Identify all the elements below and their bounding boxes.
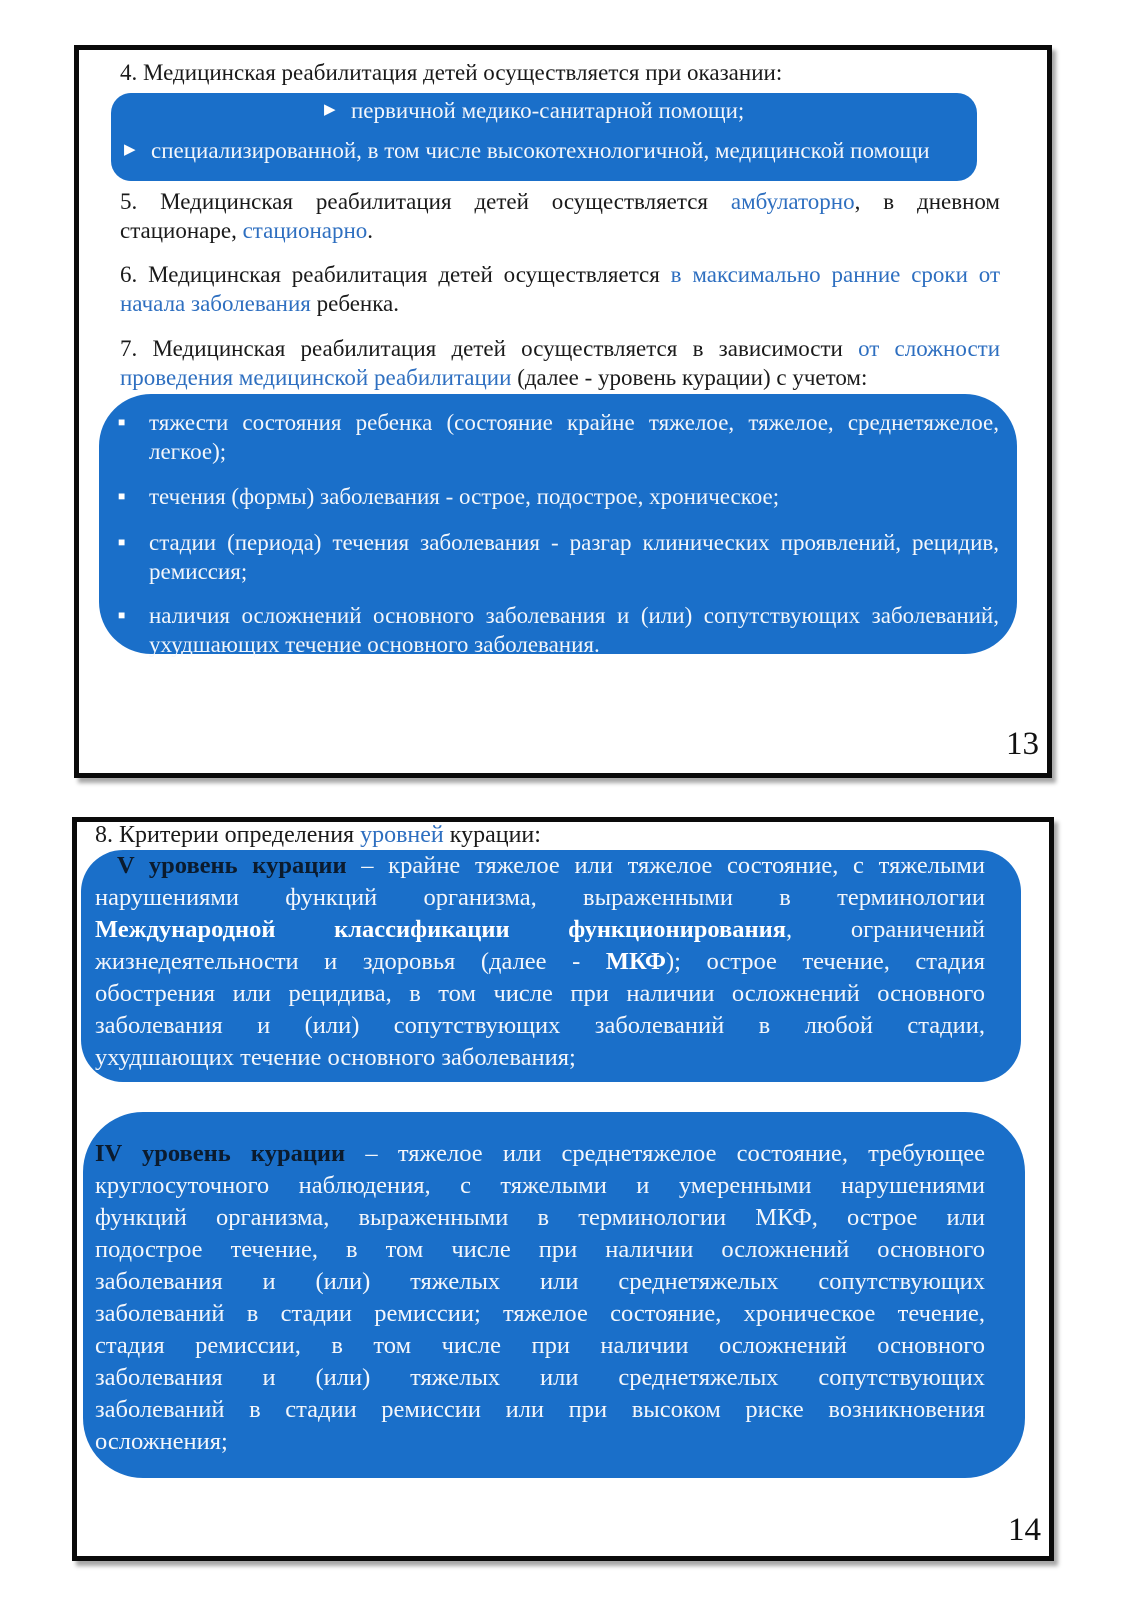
level-4-line: IV уровень курации – тяжелое или среднетяжелое состояние, требующее — [95, 1140, 986, 1167]
factor-item-continued: легкое); — [149, 439, 227, 464]
level-4-line: заболевания и (или) тяжелых или среднетяжелых сопутствующих — [95, 1268, 985, 1295]
square-bullet-icon: ■ — [118, 608, 126, 622]
paragraph-4: 4. Медицинская реабилитация детей осуществляется при оказании: — [120, 60, 783, 85]
level-4-line: функций организма, выраженными в терминологии МКФ, острое или — [95, 1204, 985, 1231]
level-5-line: обострения или рецидива, в том числе при наличии осложнений основного — [95, 980, 985, 1007]
care-item: специализированной, в том числе высокотехнологичной, медицинской помощи — [151, 138, 930, 163]
care-item: первичной медико-санитарной помощи; — [351, 98, 745, 123]
level-5-title: V уровень курации — [117, 852, 347, 879]
triangle-bullet-icon: ▶ — [124, 142, 136, 158]
level-5-box — [81, 850, 1021, 1082]
level-5-line: жизнедеятельности и здоровья (далее - МКФ); острое течение, стадия — [95, 948, 986, 975]
level-4-line: заболевания и (или) тяжелых или среднетяжелых сопутствующих — [95, 1364, 985, 1391]
level-5-line: V уровень курации – крайне тяжелое или тяжелое состояние, с тяжелыми — [117, 852, 986, 879]
paragraph-5-line-1: 5. Медицинская реабилитация детей осуществляется амбулаторно, в дневном — [120, 189, 1000, 214]
slide-13 — [74, 45, 1052, 778]
factors-box — [99, 394, 1017, 657]
criteria-heading: 8. Критерии определения уровней курации: — [95, 822, 541, 848]
paragraph-6-line-1: 6. Медицинская реабилитация детей осуществляется в максимально ранние сроки от — [120, 262, 1000, 287]
factor-item-continued: ухудшающих течение основного заболевания. — [149, 632, 600, 657]
square-bullet-icon: ■ — [118, 535, 126, 549]
factor-item: тяжести состояния ребенка (состояние крайне тяжелое, тяжелое, среднетяжелое, — [149, 410, 999, 435]
level-4-line: стадия ремиссии, в том числе при наличии осложнений основного — [95, 1332, 985, 1359]
square-bullet-icon: ■ — [118, 489, 126, 503]
factor-item-continued: ремиссия; — [149, 559, 248, 584]
level-4-line: заболеваний в стадии ремиссии или при высоком риске возникновения — [95, 1396, 985, 1423]
paragraph-7-line-1: 7. Медицинская реабилитация детей осуществляется в зависимости от сложности — [120, 336, 1001, 361]
slide-14 — [72, 817, 1054, 1561]
level-5-line: Международной классификации функционирования, ограничений — [95, 916, 985, 943]
factor-item: стадии (периода) течения заболевания - разгар клинических проявлений, рецидив, — [149, 530, 999, 555]
paragraph-6-line-2: начала заболевания ребенка. — [120, 291, 400, 316]
level-4-line: круглосуточного наблюдения, с тяжелыми и умеренными нарушениями — [95, 1172, 985, 1199]
level-5-line: заболевания и (или) сопутствующих заболеваний в любой стадии, — [95, 1012, 985, 1039]
paragraph-5-line-2: стационаре, стационарно. — [120, 218, 374, 243]
level-4-line: осложнения; — [95, 1428, 228, 1455]
care-types-box — [111, 93, 977, 181]
level-5-line: нарушениями функций организма, выраженными в терминологии — [95, 884, 985, 911]
level-4-box — [83, 1112, 1025, 1478]
level-4-line: подострое течение, в том числе при наличии осложнений основного — [95, 1236, 985, 1263]
paragraph-7-line-2: проведения медицинской реабилитации (далее - уровень курации) с учетом: — [120, 365, 868, 390]
page-number: 14 — [1008, 1512, 1041, 1548]
triangle-bullet-icon: ▶ — [324, 102, 336, 118]
square-bullet-icon: ■ — [118, 415, 126, 429]
level-4-line: заболеваний в стадии ремиссии; тяжелое состояние, хроническое течение, — [95, 1300, 985, 1327]
level-5-line: ухудшающих течение основного заболевания; — [95, 1044, 576, 1071]
factor-item: наличия осложнений основного заболевания и (или) сопутствующих заболеваний, — [149, 603, 999, 628]
factor-item: течения (формы) заболевания - острое, подострое, хроническое; — [149, 484, 780, 509]
level-4-title: IV уровень курации — [95, 1140, 346, 1167]
page-number: 13 — [1006, 726, 1039, 762]
